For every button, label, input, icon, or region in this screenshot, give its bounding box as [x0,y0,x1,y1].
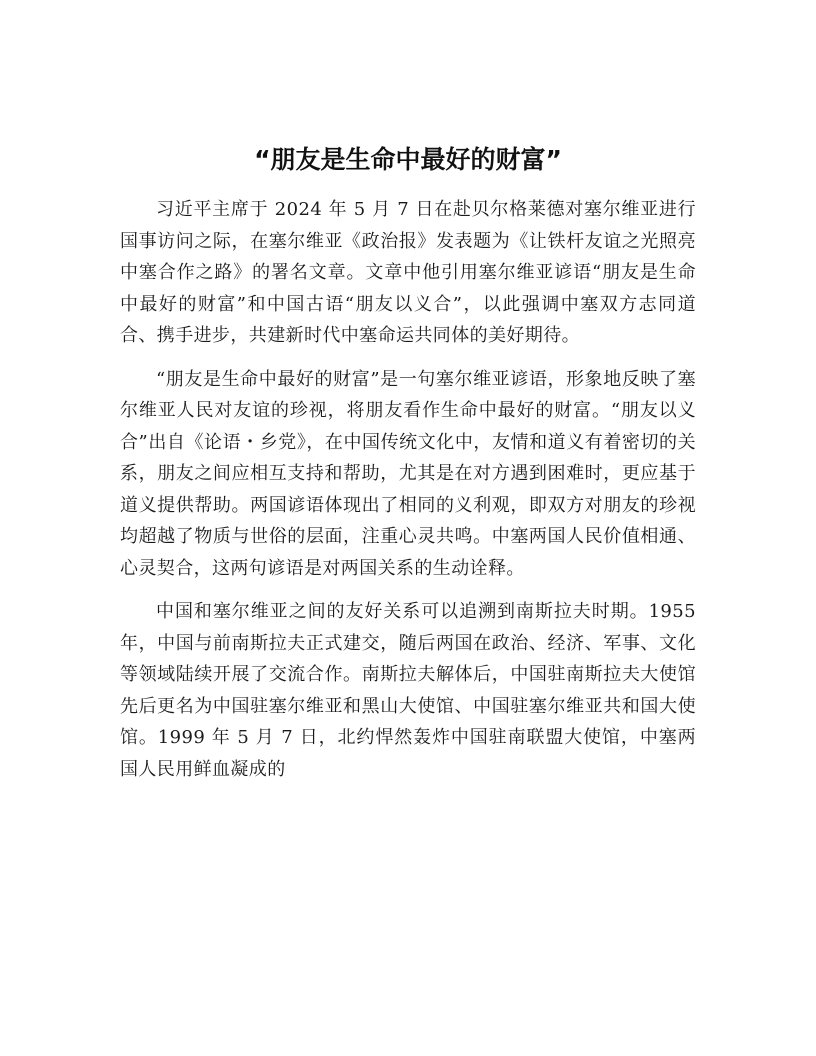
paragraph-1: 习近平主席于 2024 年 5 月 7 日在赴贝尔格莱德对塞尔维亚进行国事访问之际，在塞尔维亚《政治报》发表题为《让铁杆友谊之光照亮中塞合作之路》的署名文章。文章中他引用塞尔维亚谚语“朋友是生命中最好的财富”和中国古语“朋友以义合”，以此强调中塞双方志同道合、携手进步，共建新时代中塞命运共同体的美好期待。 [120,199,696,346]
paragraph-3: 中国和塞尔维亚之间的友好关系可以追溯到南斯拉夫时期。1955 年，中国与前南斯拉夫正式建交，随后两国在政治、经济、军事、文化等领域陆续开展了交流合作。南斯拉夫解体后，中国驻南斯拉夫大使馆先后更名为中国驻塞尔维亚和黑山大使馆、中国驻塞尔维亚共和国大使馆。1999 年 5 月 7 日，北约悍然轰炸中国驻南联盟大使馆，中塞两国人民用鲜血凝成的 [120,601,696,780]
document-title: “朋友是生命中最好的财富” [254,145,562,174]
paragraph-2: “朋友是生命中最好的财富”是一句塞尔维亚谚语，形象地反映了塞尔维亚人民对友谊的珍视，将朋友看作生命中最好的财富。“朋友以义合”出自《论语・乡党》，在中国传统文化中，友情和道义有着密切的关系，朋友之间应相互支持和帮助，尤其是在对方遇到困难时，更应基于道义提供帮助。两国谚语体现出了相同的义利观，即双方对朋友的珍视均超越了物质与世俗的层面，注重心灵共鸣。中塞两国人民价值相通、心灵契合，这两句谚语是对两国关系的生动诠释。 [120,368,696,579]
document-body [120,194,696,797]
